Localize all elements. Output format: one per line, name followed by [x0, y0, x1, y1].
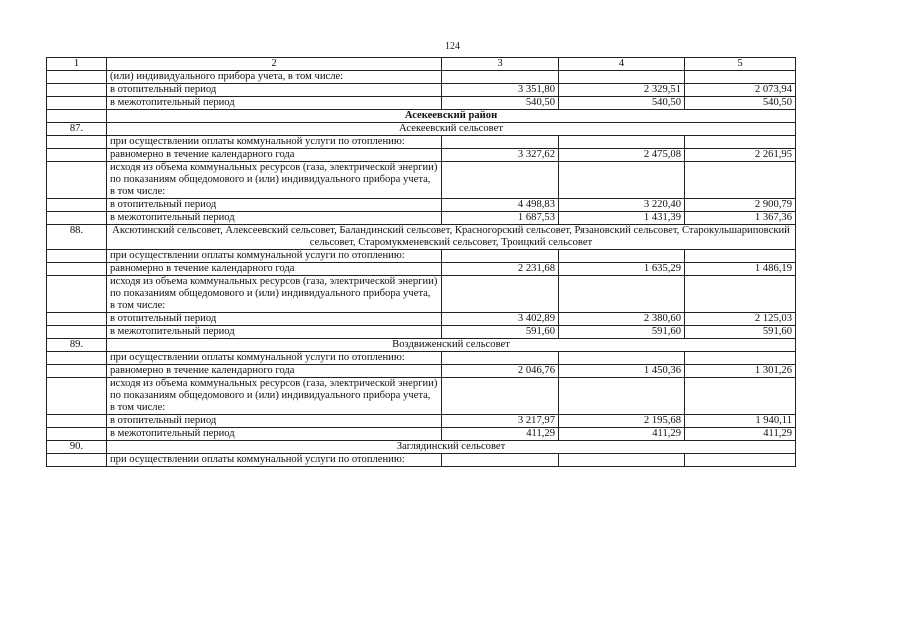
table-header-row: [47, 58, 796, 71]
value-col3: 3 402,89: [442, 313, 559, 326]
empty-num-cell: [47, 149, 107, 162]
value-col4: [559, 71, 685, 84]
table-row: [47, 71, 796, 84]
value-col4: 1 635,29: [559, 263, 685, 276]
value-col3: [442, 250, 559, 263]
value-col5: 1 367,36: [685, 212, 796, 225]
section-title: Воздвиженский сельсовет: [107, 339, 796, 352]
page-number: 124: [445, 41, 460, 52]
table-row: [47, 276, 796, 313]
empty-num-cell: [47, 110, 107, 123]
row-label: в отопительный период: [107, 415, 442, 428]
value-col5: [685, 378, 796, 415]
table-row: [47, 149, 796, 162]
row-label: в межотопительный период: [107, 428, 442, 441]
value-col3: 540,50: [442, 97, 559, 110]
row-label: при осуществлении оплаты коммунальной услуги по отоплению:: [107, 136, 442, 149]
value-col5: 411,29: [685, 428, 796, 441]
value-col4: [559, 378, 685, 415]
table-row: [47, 378, 796, 415]
district-title: Асекеевский район: [107, 110, 796, 123]
value-col5: [685, 454, 796, 467]
row-label: исходя из объема коммунальных ресурсов (газа, электрической энергии) по показаниям общедомового и (или) индивидуального прибора учета, в том числе:: [107, 378, 442, 415]
value-col5: [685, 276, 796, 313]
section-row: [47, 225, 796, 250]
value-col3: [442, 136, 559, 149]
empty-num-cell: [47, 415, 107, 428]
value-col4: 3 220,40: [559, 199, 685, 212]
row-label: в отопительный период: [107, 313, 442, 326]
value-col4: [559, 454, 685, 467]
value-col3: 4 498,83: [442, 199, 559, 212]
row-label: при осуществлении оплаты коммунальной услуги по отоплению:: [107, 352, 442, 365]
row-label: равномерно в течение календарного года: [107, 149, 442, 162]
empty-num-cell: [47, 97, 107, 110]
value-col4: 591,60: [559, 326, 685, 339]
section-number: 90.: [47, 441, 107, 454]
value-col3: 3 217,97: [442, 415, 559, 428]
section-title: Аксютинский сельсовет, Алексеевский сельсовет, Баландинский сельсовет, Красногорский сельсовет, Рязановский сельсовет, Старокульшариповский сельсовет, Старомукменевский сельсовет, Троицкий сельсовет: [107, 225, 796, 250]
section-row: [47, 339, 796, 352]
value-col5: 1 301,26: [685, 365, 796, 378]
value-col3: [442, 71, 559, 84]
value-col4: [559, 136, 685, 149]
table-row: [47, 97, 796, 110]
row-label: равномерно в течение календарного года: [107, 263, 442, 276]
value-col4: 1 450,36: [559, 365, 685, 378]
value-col4: [559, 276, 685, 313]
empty-num-cell: [47, 136, 107, 149]
section-number: 88.: [47, 225, 107, 250]
empty-num-cell: [47, 313, 107, 326]
table-row: [47, 454, 796, 467]
table-row: [47, 136, 796, 149]
value-col4: 2 329,51: [559, 84, 685, 97]
value-col3: [442, 454, 559, 467]
header-cell: 1: [47, 58, 107, 71]
empty-num-cell: [47, 84, 107, 97]
value-col4: 1 431,39: [559, 212, 685, 225]
empty-num-cell: [47, 250, 107, 263]
section-row: [47, 123, 796, 136]
header-cell: 3: [442, 58, 559, 71]
district-row: [47, 110, 796, 123]
value-col5: 2 261,95: [685, 149, 796, 162]
value-col3: [442, 378, 559, 415]
section-number: 87.: [47, 123, 107, 136]
value-col5: [685, 352, 796, 365]
empty-num-cell: [47, 263, 107, 276]
empty-num-cell: [47, 212, 107, 225]
table-row: [47, 199, 796, 212]
row-label: в межотопительный период: [107, 97, 442, 110]
value-col3: 591,60: [442, 326, 559, 339]
table-row: [47, 415, 796, 428]
value-col4: 2 380,60: [559, 313, 685, 326]
empty-num-cell: [47, 326, 107, 339]
value-col4: 411,29: [559, 428, 685, 441]
value-col3: 2 046,76: [442, 365, 559, 378]
table-row: [47, 263, 796, 276]
empty-num-cell: [47, 365, 107, 378]
value-col4: 2 475,08: [559, 149, 685, 162]
value-col5: 540,50: [685, 97, 796, 110]
value-col5: 2 125,03: [685, 313, 796, 326]
value-col3: [442, 352, 559, 365]
empty-num-cell: [47, 428, 107, 441]
value-col4: 2 195,68: [559, 415, 685, 428]
empty-num-cell: [47, 454, 107, 467]
row-label: при осуществлении оплаты коммунальной услуги по отоплению:: [107, 250, 442, 263]
value-col5: 2 900,79: [685, 199, 796, 212]
empty-num-cell: [47, 378, 107, 415]
value-col5: [685, 162, 796, 199]
row-label: при осуществлении оплаты коммунальной услуги по отоплению:: [107, 454, 442, 467]
value-col3: 2 231,68: [442, 263, 559, 276]
value-col4: [559, 352, 685, 365]
section-title: Асекеевский сельсовет: [107, 123, 796, 136]
table-row: [47, 212, 796, 225]
table-row: [47, 250, 796, 263]
table-row: [47, 326, 796, 339]
empty-num-cell: [47, 199, 107, 212]
value-col4: [559, 250, 685, 263]
row-label: в отопительный период: [107, 84, 442, 97]
value-col3: 411,29: [442, 428, 559, 441]
section-number: 89.: [47, 339, 107, 352]
value-col5: 1 486,19: [685, 263, 796, 276]
table-row: [47, 352, 796, 365]
empty-num-cell: [47, 71, 107, 84]
value-col4: [559, 162, 685, 199]
value-col4: 540,50: [559, 97, 685, 110]
header-cell: 5: [685, 58, 796, 71]
row-label: исходя из объема коммунальных ресурсов (газа, электрической энергии) по показаниям общедомового и (или) индивидуального прибора учета, в том числе:: [107, 276, 442, 313]
value-col5: [685, 71, 796, 84]
value-col5: [685, 136, 796, 149]
value-col5: [685, 250, 796, 263]
row-label: в отопительный период: [107, 199, 442, 212]
empty-num-cell: [47, 276, 107, 313]
section-title: Заглядинский сельсовет: [107, 441, 796, 454]
value-col3: 3 327,62: [442, 149, 559, 162]
row-label: равномерно в течение календарного года: [107, 365, 442, 378]
empty-num-cell: [47, 352, 107, 365]
value-col5: 591,60: [685, 326, 796, 339]
row-label: в межотопительный период: [107, 212, 442, 225]
value-col3: 1 687,53: [442, 212, 559, 225]
table-row: [47, 428, 796, 441]
section-row: [47, 441, 796, 454]
value-col5: 1 940,11: [685, 415, 796, 428]
row-label: в межотопительный период: [107, 326, 442, 339]
header-cell: 4: [559, 58, 685, 71]
value-col3: 3 351,80: [442, 84, 559, 97]
table-row: [47, 162, 796, 199]
value-col3: [442, 276, 559, 313]
value-col5: 2 073,94: [685, 84, 796, 97]
table-row: [47, 84, 796, 97]
empty-num-cell: [47, 162, 107, 199]
header-cell: 2: [107, 58, 442, 71]
row-label: исходя из объема коммунальных ресурсов (газа, электрической энергии) по показаниям общедомового и (или) индивидуального прибора учета, в том числе:: [107, 162, 442, 199]
table-row: [47, 365, 796, 378]
table-row: [47, 313, 796, 326]
value-col3: [442, 162, 559, 199]
row-label: (или) индивидуального прибора учета, в том числе:: [107, 71, 442, 84]
tariff-table: [46, 57, 796, 467]
